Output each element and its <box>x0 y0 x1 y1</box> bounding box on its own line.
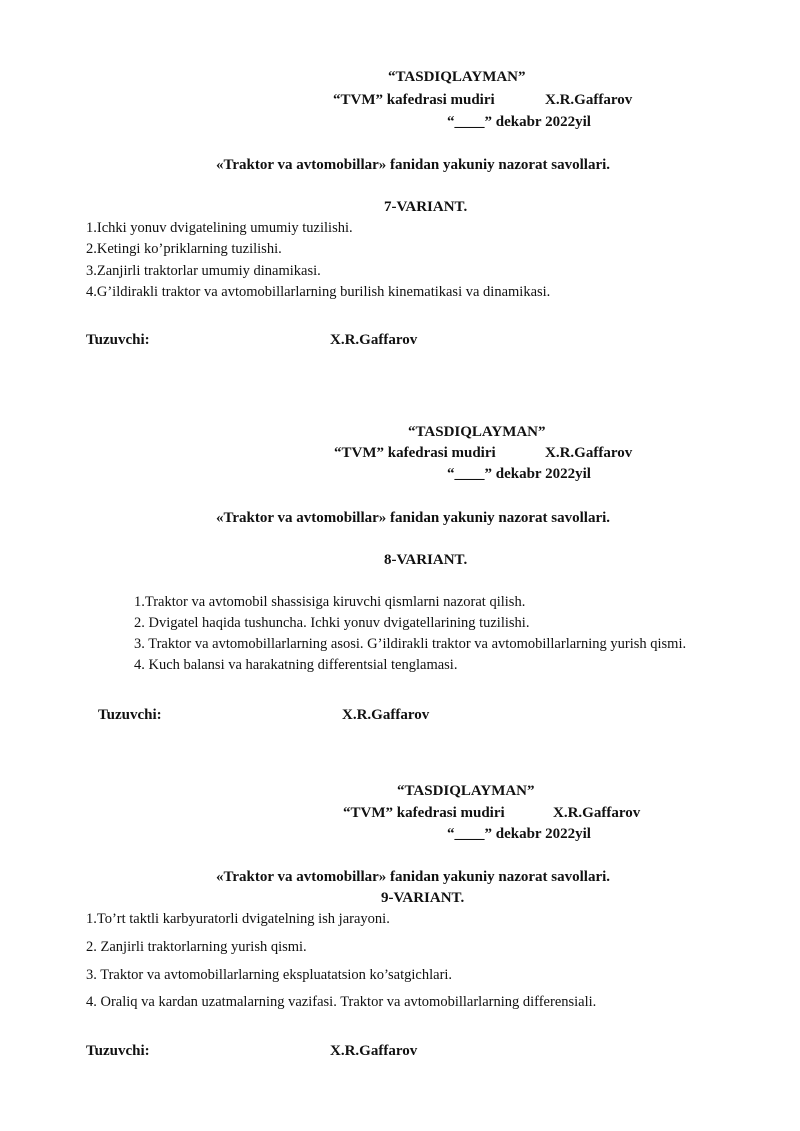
approve-heading: “TASDIQLAYMAN” <box>408 424 546 440</box>
question-item: 2.Ketingi ko’priklarning tuzilishi. <box>86 241 282 257</box>
question-item: 1.Traktor va avtomobil shassisiga kiruvchi qismlarni nazorat qilish. <box>134 594 526 610</box>
compiler-label: Tuzuvchi: <box>86 1043 150 1059</box>
question-item: 4. Oraliq va kardan uzatmalarning vazifasi. Traktor va avtomobillarlarning differensiali. <box>86 994 597 1010</box>
question-item: 3. Traktor va avtomobillarlarning ekspluatatsion ko’satgichlari. <box>86 967 453 983</box>
question-item: 3. Traktor va avtomobillarlarning asosi. G’ildirakli traktor va avtomobillarlarning yurish qismi. <box>134 636 687 652</box>
subject-title: «Traktor va avtomobillar» fanidan yakuniy nazorat savollari. <box>216 869 611 885</box>
question-item: 4.G’ildirakli traktor va avtomobillarlarning burilish kinematikasi va dinamikasi. <box>86 284 551 300</box>
compiler-name: X.R.Gaffarov <box>342 707 430 723</box>
approve-heading: “TASDIQLAYMAN” <box>388 69 526 85</box>
question-item: 4. Kuch balansi va harakatning differentsial tenglamasi. <box>134 657 458 673</box>
head-name: X.R.Gaffarov <box>553 805 641 821</box>
compiler-name: X.R.Gaffarov <box>330 332 418 348</box>
approval-date: “____” dekabr 2022yil <box>447 114 591 130</box>
variant-title: 8-VARIANT. <box>384 552 468 568</box>
compiler-name: X.R.Gaffarov <box>330 1043 418 1059</box>
head-role: “TVM” kafedrasi mudiri <box>343 805 505 821</box>
question-item: 3.Zanjirli traktorlar umumiy dinamikasi. <box>86 263 321 279</box>
variant-title: 9-VARIANT. <box>381 890 465 906</box>
approval-date: “____” dekabr 2022yil <box>447 826 591 842</box>
question-item: 1.Ichki yonuv dvigatelining umumiy tuzilishi. <box>86 220 353 236</box>
compiler-label: Tuzuvchi: <box>86 332 150 348</box>
question-item: 2. Zanjirli traktorlarning yurish qismi. <box>86 939 307 955</box>
subject-title: «Traktor va avtomobillar» fanidan yakuniy nazorat savollari. <box>216 157 611 173</box>
head-name: X.R.Gaffarov <box>545 92 633 108</box>
head-name: X.R.Gaffarov <box>545 445 633 461</box>
subject-title: «Traktor va avtomobillar» fanidan yakuniy nazorat savollari. <box>216 510 611 526</box>
head-role: “TVM” kafedrasi mudiri <box>334 445 496 461</box>
approve-heading: “TASDIQLAYMAN” <box>397 783 535 799</box>
question-item: 1.To’rt taktli karbyuratorli dvigatelning ish jarayoni. <box>86 911 390 927</box>
head-role: “TVM” kafedrasi mudiri <box>333 92 495 108</box>
compiler-label: Tuzuvchi: <box>98 707 162 723</box>
question-item: 2. Dvigatel haqida tushuncha. Ichki yonuv dvigatellarining tuzilishi. <box>134 615 530 631</box>
variant-title: 7-VARIANT. <box>384 199 468 215</box>
approval-date: “____” dekabr 2022yil <box>447 466 591 482</box>
